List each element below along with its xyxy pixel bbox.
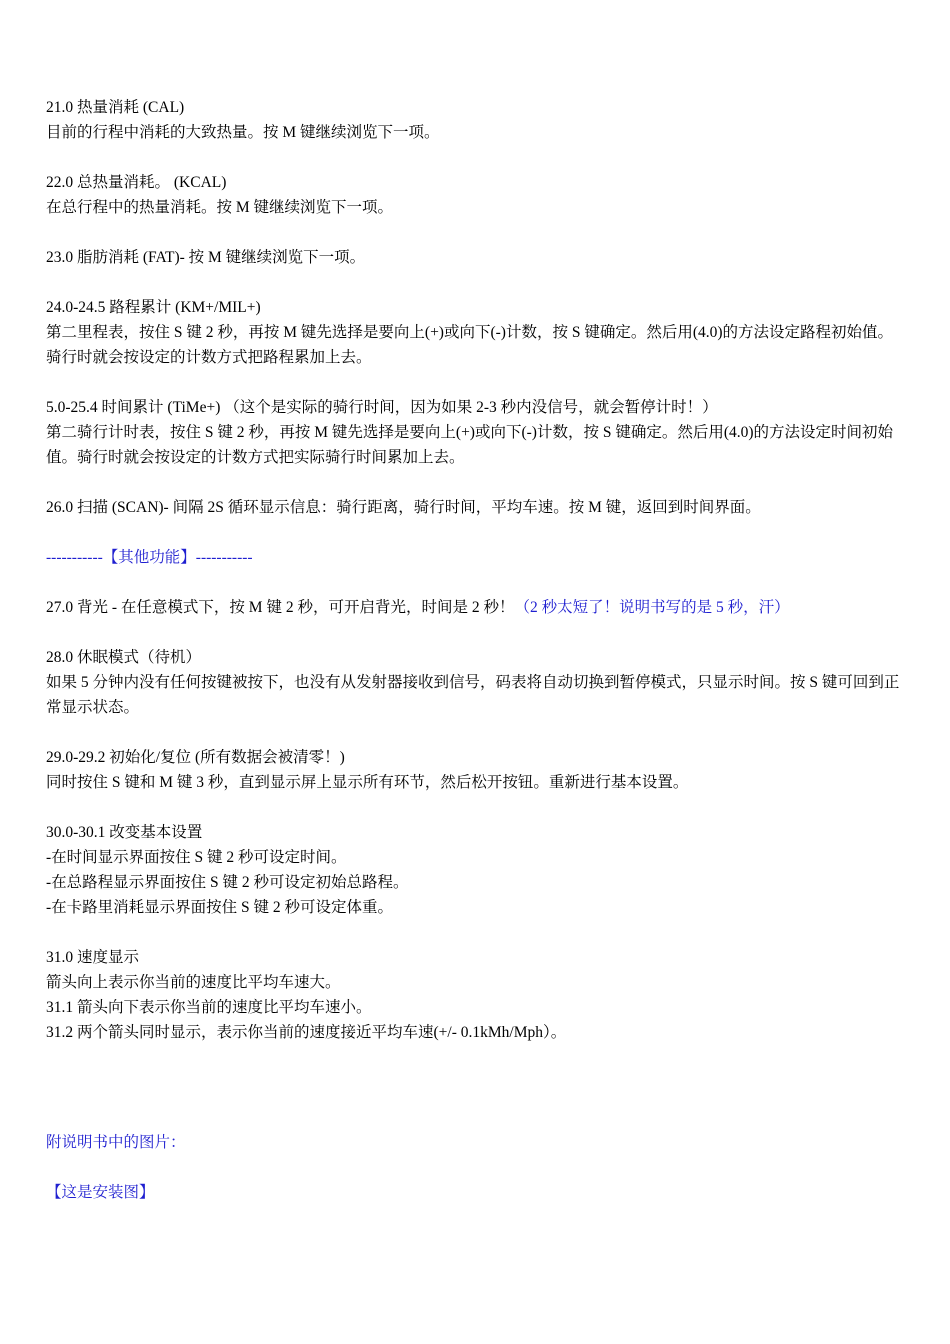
- section-23: [46, 245, 908, 270]
- section-body: -在时间显示界面按住 S 键 2 秒可设定时间。: [46, 849, 347, 866]
- section-28: [46, 645, 908, 720]
- section-30: [46, 820, 908, 920]
- section-body: 31.1 箭头向下表示你当前的速度比平均车速小。: [46, 999, 372, 1016]
- section-22: [46, 170, 908, 220]
- section-heading: 31.0 速度显示: [46, 949, 140, 966]
- section-body: 在总行程中的热量消耗。按 M 键继续浏览下一项。: [46, 199, 394, 216]
- section-body: -在总路程显示界面按住 S 键 2 秒可设定初始总路程。: [46, 874, 409, 891]
- appendix-caption: 【这是安装图】: [46, 1184, 155, 1201]
- section-body: 箭头向上表示你当前的速度比平均车速大。: [46, 974, 341, 991]
- section-body: 31.2 两个箭头同时显示，表示你当前的速度接近平均车速(+/- 0.1kMh/Mph）。: [46, 1024, 567, 1041]
- appendix-intro: 附说明书中的图片：: [46, 1134, 186, 1151]
- section-heading: 22.0 总热量消耗。 (KCAL): [46, 174, 227, 191]
- section-heading: 21.0 热量消耗 (CAL): [46, 99, 185, 116]
- section-body: 同时按住 S 键和 M 键 3 秒，直到显示屏上显示所有环节，然后松开按钮。重新进行基本设置。: [46, 774, 689, 791]
- section-31: [46, 945, 908, 1045]
- section-body: 目前的行程中消耗的大致热量。按 M 键继续浏览下一项。: [46, 124, 440, 141]
- section-body: 如果 5 分钟内没有任何按键被按下，也没有从发射器接收到信号，码表将自动切换到暂停模式，只显示时间。按 S 键可回到正常显示状态。: [46, 674, 900, 716]
- section-26: [46, 495, 908, 520]
- other-functions-divider: -----------【其他功能】-----------: [46, 549, 253, 566]
- section-body: 第二里程表，按住 S 键 2 秒，再按 M 键先选择是要向上(+)或向下(-)计数，按 S 键确定。然后用(4.0)的方法设定路程初始值。骑行时就会按设定的计数方式把路程累加上去。: [46, 324, 894, 366]
- section-heading: 23.0 脂肪消耗 (FAT)- 按 M 键继续浏览下一项。: [46, 249, 366, 266]
- section-body: 第二骑行计时表，按住 S 键 2 秒，再按 M 键先选择是要向上(+)或向下(-)计数，按 S 键确定。然后用(4.0)的方法设定时间初始值。骑行时就会按设定的计数方式把实际骑行时间累加上去。: [46, 424, 894, 466]
- section-body: -在卡路里消耗显示界面按住 S 键 2 秒可设定体重。: [46, 899, 394, 916]
- section-27: [46, 595, 908, 620]
- document-page: [46, 95, 908, 1205]
- section-heading: 5.0-25.4 时间累计 (TiMe+) （这个是实际的骑行时间，因为如果 2-3 秒内没信号，就会暂停计时！）: [46, 399, 718, 416]
- section-heading: 29.0-29.2 初始化/复位 (所有数据会被清零！): [46, 749, 345, 766]
- section-25: [46, 395, 908, 470]
- section-text: 27.0 背光 - 在任意模式下，按 M 键 2 秒，可开启背光，时间是 2 秒！: [46, 599, 515, 616]
- section-heading: 28.0 休眠模式（待机）: [46, 649, 202, 666]
- section-heading: 26.0 扫描 (SCAN)- 间隔 2S 循环显示信息：骑行距离，骑行时间，平均车速。按 M 键，返回到时间界面。: [46, 499, 761, 516]
- section-heading: 30.0-30.1 改变基本设置: [46, 824, 203, 841]
- section-note: （2 秒太短了！说明书写的是 5 秒，汗）: [514, 599, 790, 616]
- section-29: [46, 745, 908, 795]
- section-24: [46, 295, 908, 370]
- section-heading: 24.0-24.5 路程累计 (KM+/MIL+): [46, 299, 261, 316]
- section-21: [46, 95, 908, 145]
